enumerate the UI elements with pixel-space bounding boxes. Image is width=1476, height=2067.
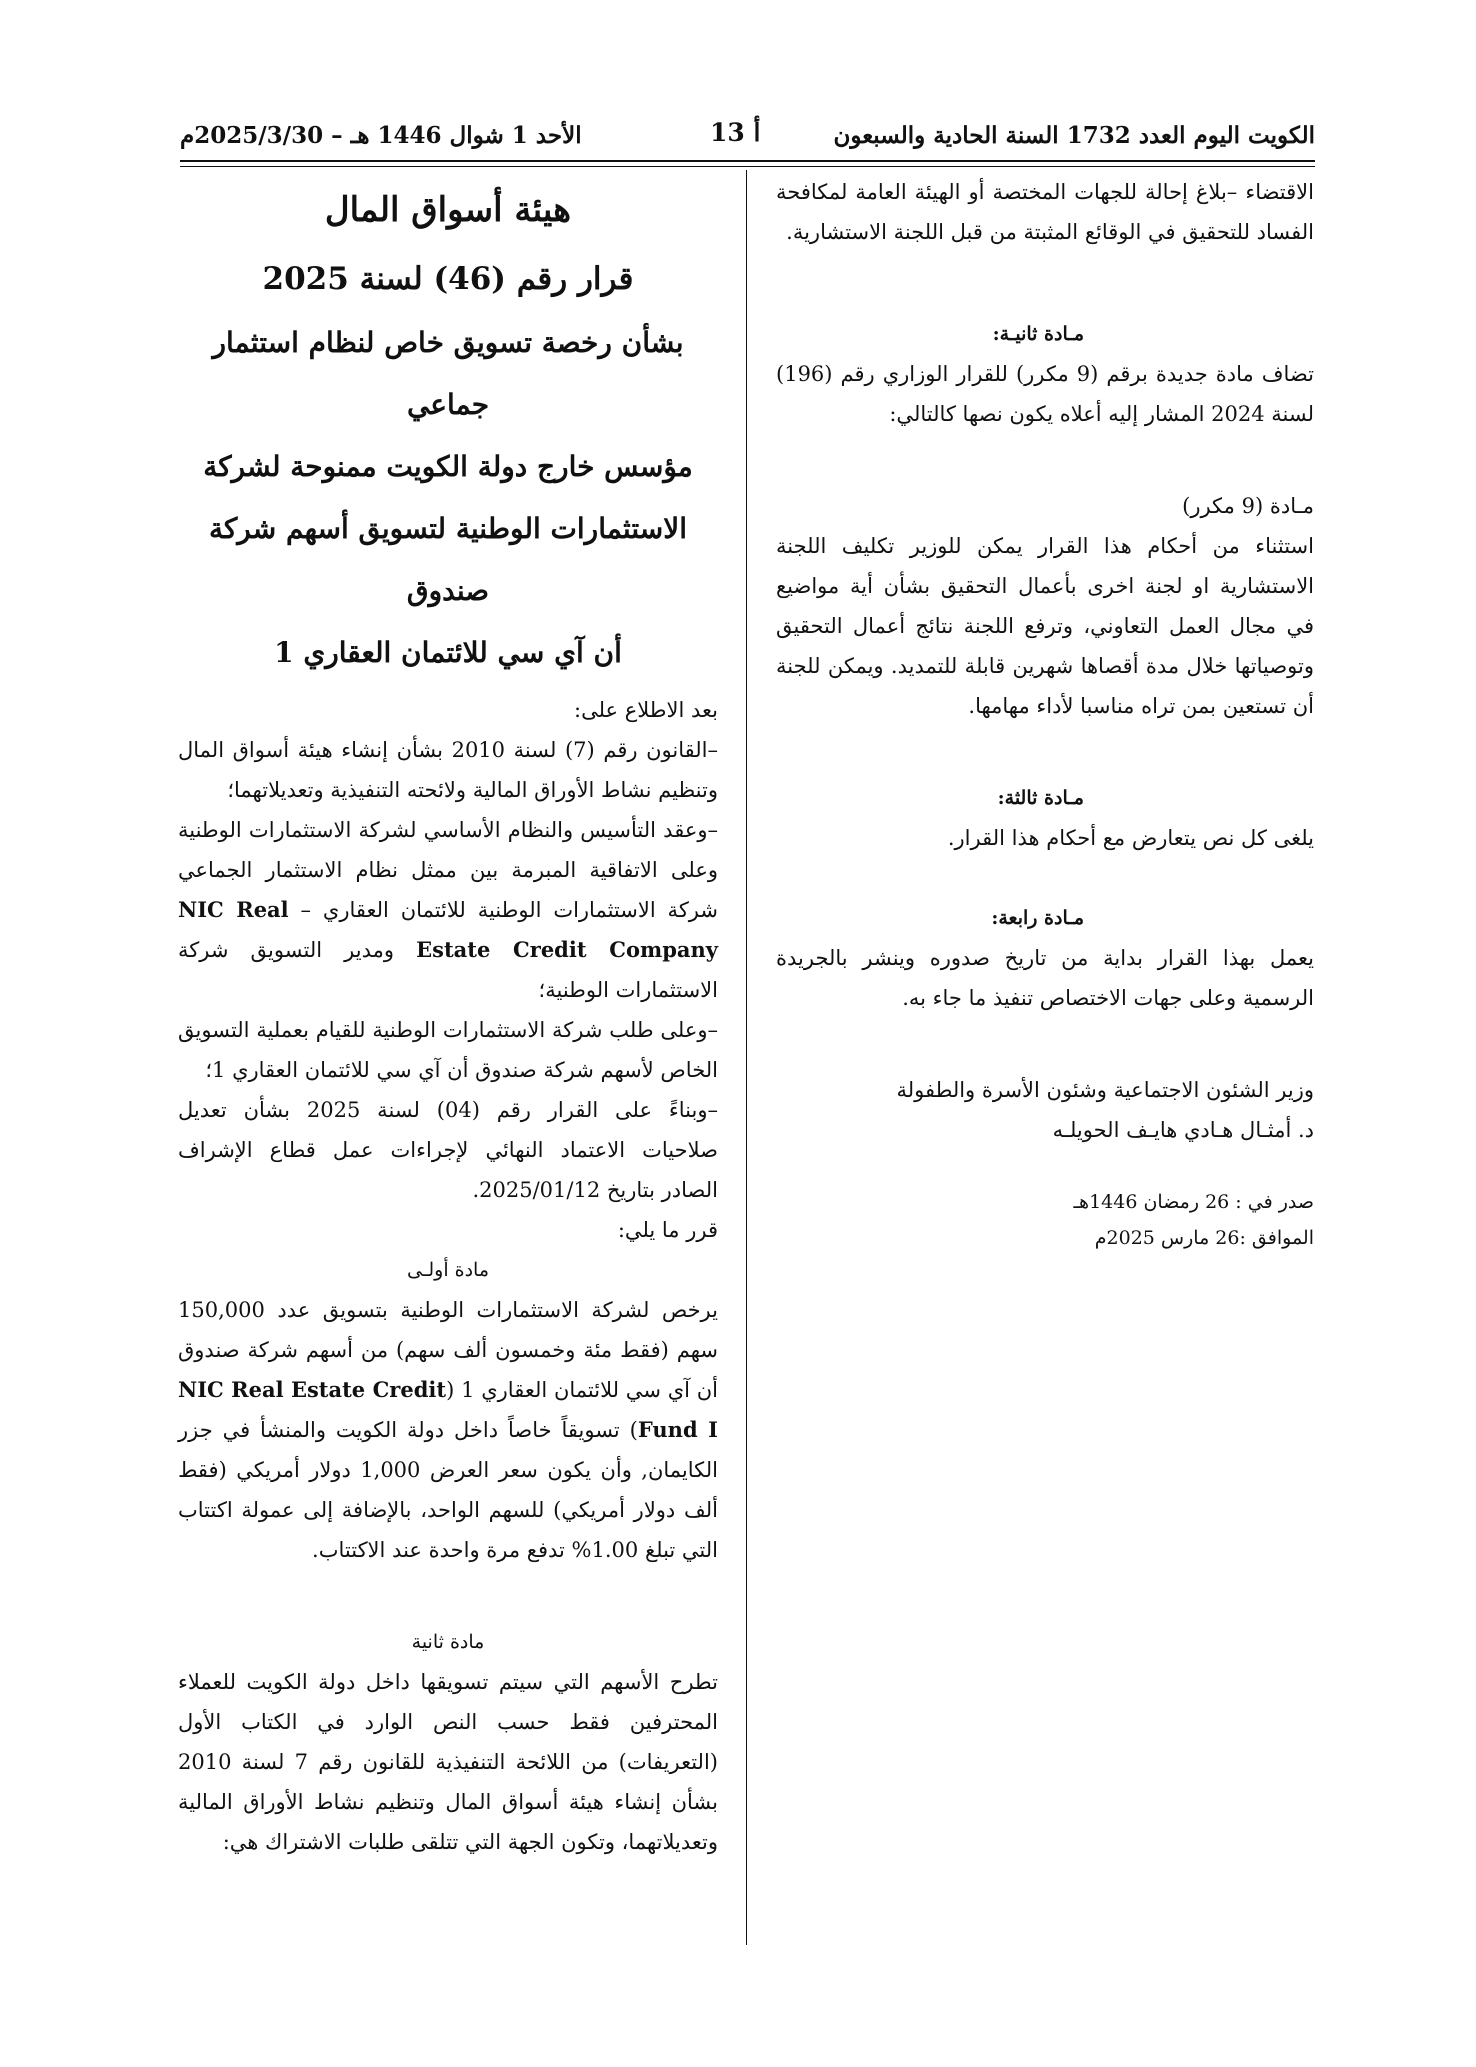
signature-name: د. أمثـال هـادي هايـف الحويلـه	[1052, 1118, 1314, 1142]
left-column	[178, 172, 718, 1862]
subject-line: مؤسس خارج دولة الكويت ممنوحة لشركة	[203, 450, 693, 483]
column-divider	[746, 170, 747, 1945]
recital-2-arabic: –وعقد التأسيس والنظام الأساسي لشركة الاستثمارات الوطنية وعلى الاتفاقية المبرمة بين ممثل نظام الاستثمار الجماعي شركة الاستثمارات الوطنية للائتمان العقاري –	[178, 818, 718, 922]
header-issue-info: الكويت اليوم العدد 1732 السنة الحادية والسبعون	[833, 122, 1315, 149]
recital-3: –وعلى طلب شركة الاستثمارات الوطنية للقيام بعملية التسويق الخاص لأسهم شركة صندوق أن آي سي للائتمان العقاري 1؛	[178, 1018, 718, 1082]
decision-number: قرار رقم (46) لسنة 2025	[262, 261, 634, 297]
subject-line: بشأن رخصة تسويق خاص لنظام استثمار جماعي	[212, 326, 684, 421]
article3-heading: مـادة ثالثة:	[997, 787, 1084, 809]
article9bis-text: استثناء من أحكام هذا القرار يمكن للوزير تكليف اللجنة الاستشارية او لجنة اخرى بأعمال التحقيق بشأن أية مواضيع في مجال العمل التعاوني، وترفع اللجنة نتائج أعمال التحقيق وتوصياتها خلال مدة أقصاها شهرين قابلة للتمديد. ويمكن للجنة أن تستعين بمن تراه مناسبا لأداء مهامها.	[776, 534, 1314, 718]
signature-title: وزير الشئون الاجتماعية وشئون الأسرة والطفولة	[896, 1078, 1314, 1102]
header-date: الأحد 1 شوال 1446 هـ – 2025/3/30م	[180, 122, 582, 149]
article1-english: NIC Real Estate Credit Fund I	[178, 1377, 718, 1442]
article4-text: يعمل بهذا القرار بداية من تاريخ صدوره وينشر بالجريدة الرسمية وعلى جهات الاختصاص تنفيذ ما جاء به.	[776, 946, 1314, 1010]
recital-2-english: NIC Real Estate Credit Company	[178, 897, 718, 962]
right-column	[776, 172, 1314, 1256]
issued-date: صدر في : 26 رمضان 1446هـ	[1073, 1191, 1314, 1213]
subject-line: أن آي سي للائتمان العقاري 1	[274, 636, 622, 669]
article2-heading: مـادة ثانيـة:	[992, 323, 1084, 345]
article2-text-left: تطرح الأسهم التي سيتم تسويقها داخل دولة الكويت للعملاء المحترفين فقط حسب النص الوارد في الكتاب الأول (التعريفات) من اللائحة التنفيذية للقانون رقم 7 لسنة 2010 بشأن إنشاء هيئة أسواق المال وتنظيم نشاط الأوراق المالية وتعديلاتهما، وتكون الجهة التي تتلقى طلبات الاشتراك هي:	[178, 1670, 718, 1854]
article2-heading-left: مادة ثانية	[411, 1631, 485, 1653]
article3-text: يلغى كل نص يتعارض مع أحكام هذا القرار.	[947, 826, 1314, 850]
article9bis-heading: مـادة (9 مكرر)	[1182, 494, 1314, 518]
after-reviewing: بعد الاطلاع على:	[574, 698, 718, 722]
article2-text: تضاف مادة جديدة برقم (9 مكرر) للقرار الوزاري رقم (196) لسنة 2024 المشار إليه أعلاه يكون نصها كالتالي:	[776, 362, 1314, 426]
authority-title: هيئة أسواق المال	[324, 190, 572, 230]
subject-line: الاستثمارات الوطنية لتسويق أسهم شركة صندوق	[208, 512, 688, 607]
corresponding-date: الموافق :26 مارس 2025م	[1094, 1227, 1314, 1249]
header-page-number: أ 13	[710, 118, 761, 147]
article1-text-b: ) تسويقاً خاصاً داخل دولة الكويت والمنشأ في جزر الكايمان, وأن يكون سعر العرض 1,000 دولار أمريكي (فقط ألف دولار أمريكي) للسهم الواحد، بالإضافة إلى عمولة اكتتاب التي تبلغ 1.00% تدفع مرة واحدة عند الاكتتاب.	[178, 1418, 718, 1562]
article1-text	[178, 1290, 718, 1570]
recital-2	[178, 810, 718, 1010]
article4-heading: مـادة رابعة:	[991, 907, 1084, 929]
article1-heading: مادة أولـى	[406, 1259, 490, 1281]
article1-text-a: يرخص لشركة الاستثمارات الوطنية بتسويق عدد 150,000 سهم (فقط مئة وخمسون ألف سهم) من أسهم شركة صندوق أن آي سي للائتمان العقاري 1 (	[178, 1298, 718, 1402]
page-header	[180, 118, 1315, 160]
decided: قرر ما يلي:	[617, 1218, 718, 1242]
recital-4: –وبناءً على القرار رقم (04) لسنة 2025 بشأن تعديل صلاحيات الاعتماد النهائي لإجراءات عمل قطاع الإشراف الصادر بتاريخ 2025/01/12.	[178, 1098, 718, 1202]
decision-subject	[178, 312, 718, 684]
header-rule-thick	[180, 160, 1315, 162]
recital-2-end: ومدير التسويق شركة الاستثمارات الوطنية؛	[178, 938, 718, 1002]
recital-1: –القانون رقم (7) لسنة 2010 بشأن إنشاء هيئة أسواق المال وتنظيم نشاط الأوراق المالية ولائحته التنفيذية وتعديلاتهما؛	[178, 738, 718, 802]
header-rule-thin	[180, 166, 1315, 167]
intro-paragraph: الاقتضاء –بلاغ إحالة للجهات المختصة أو الهيئة العامة لمكافحة الفساد للتحقيق في الوقائع المثبتة من قبل اللجنة الاستشارية.	[776, 180, 1314, 244]
